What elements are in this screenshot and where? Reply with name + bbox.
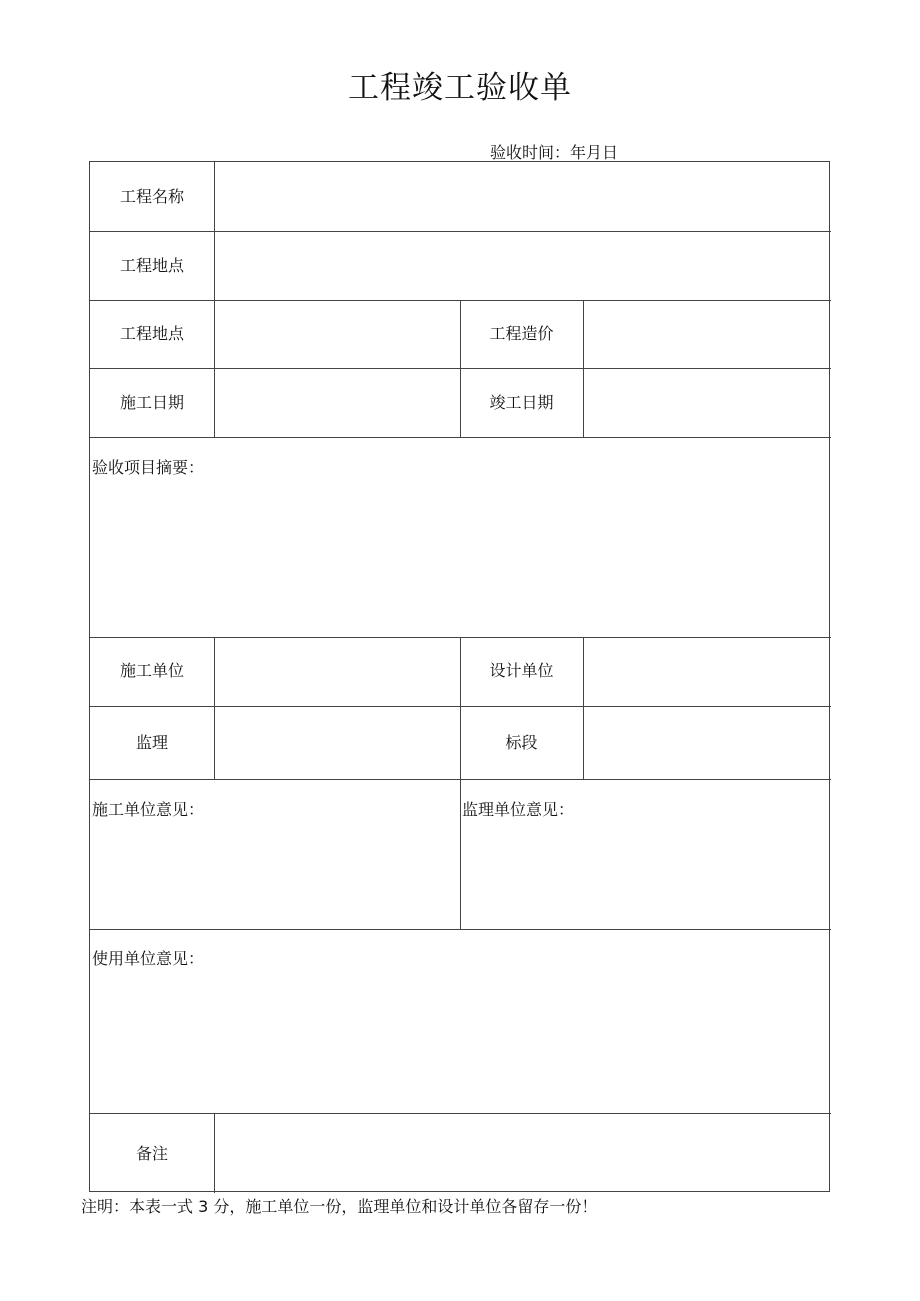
construction-unit-opinion-label: 施工单位意见： (92, 800, 205, 819)
user-unit-opinion-field[interactable] (90, 968, 831, 1113)
row-divider (90, 437, 831, 438)
page-title: 工程竣工验收单 (348, 70, 572, 106)
section-field[interactable] (584, 707, 831, 779)
project-cost-label: 工程造价 (489, 324, 554, 343)
project-location-label-2: 工程地点 (119, 324, 184, 343)
construction-date-field[interactable] (215, 369, 460, 437)
construction-unit-field[interactable] (215, 638, 460, 706)
project-location-field[interactable] (215, 232, 831, 300)
supervision-unit-opinion-label: 监理单位意见： (462, 800, 575, 819)
project-cost-field[interactable] (584, 301, 831, 368)
design-unit-label: 设计单位 (489, 661, 554, 680)
acceptance-time-label: 验收时间：年月日 (490, 143, 619, 162)
acceptance-summary-field[interactable] (90, 477, 831, 637)
completion-date-field[interactable] (584, 369, 831, 437)
construction-date-label: 施工日期 (119, 393, 184, 412)
row-divider (90, 929, 831, 930)
construction-unit-label: 施工单位 (119, 661, 184, 680)
supervision-unit-opinion-field[interactable] (461, 819, 831, 929)
section-label: 标段 (505, 733, 538, 752)
remarks-label: 备注 (135, 1144, 168, 1163)
completion-date-label: 竣工日期 (489, 393, 554, 412)
project-location-label: 工程地点 (119, 256, 184, 275)
acceptance-summary-label: 验收项目摘要： (92, 458, 205, 477)
column-divider (460, 300, 461, 437)
construction-unit-opinion-field[interactable] (90, 819, 460, 929)
project-location-field-2[interactable] (215, 301, 460, 368)
project-name-field[interactable] (215, 162, 831, 231)
supervision-field[interactable] (215, 707, 460, 779)
footnote: 注明：本表一式 3 分，施工单位一份，监理单位和设计单位各留存一份！ (81, 1197, 598, 1216)
project-name-label: 工程名称 (119, 187, 184, 206)
remarks-field[interactable] (215, 1114, 831, 1193)
acceptance-form-table (89, 161, 830, 1192)
design-unit-field[interactable] (584, 638, 831, 706)
supervision-label: 监理 (135, 733, 168, 752)
user-unit-opinion-label: 使用单位意见： (92, 949, 205, 968)
